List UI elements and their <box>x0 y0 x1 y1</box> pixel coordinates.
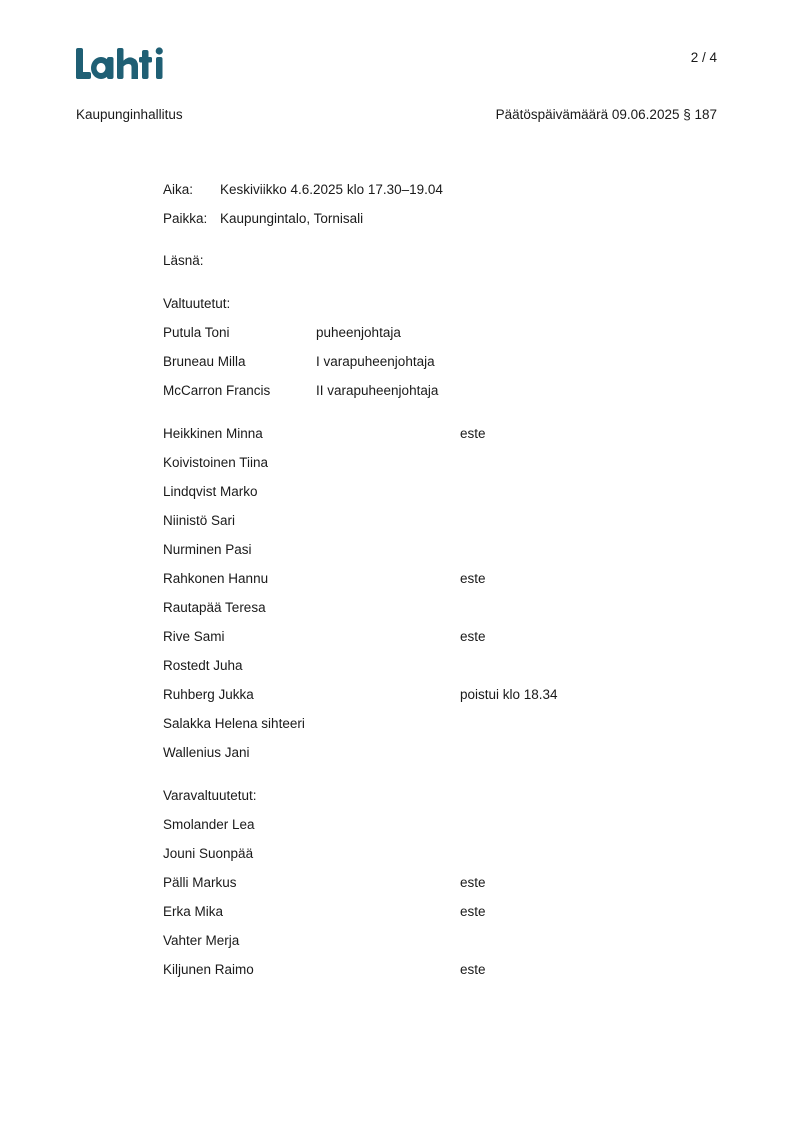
meeting-place-row <box>163 210 723 239</box>
deputies-heading-row <box>163 787 723 816</box>
chair-name: Bruneau Milla <box>163 354 246 369</box>
chair-row <box>163 324 723 353</box>
chair-role: puheenjohtaja <box>316 325 401 340</box>
member-name: Niinistö Sari <box>163 513 236 528</box>
member-row <box>163 570 723 599</box>
time-label: Aika: <box>163 182 194 197</box>
member-name: Lindqvist Marko <box>163 484 258 499</box>
lahti-logo <box>76 46 168 82</box>
lahti-logo-mark <box>76 46 168 82</box>
deputy-name: Smolander Lea <box>163 817 255 832</box>
member-row <box>163 715 723 744</box>
place-value: Kaupungintalo, Tornisali <box>220 211 364 226</box>
member-note: poistui klo 18.34 <box>460 687 558 702</box>
page-number: 2 / 4 <box>690 50 717 65</box>
member-row <box>163 599 723 628</box>
deputy-row <box>163 874 723 903</box>
present-label: Läsnä: <box>163 253 204 268</box>
member-row <box>163 686 723 715</box>
deputy-name: Pälli Markus <box>163 875 237 890</box>
member-row <box>163 512 723 541</box>
member-name: Nurminen Pasi <box>163 542 252 557</box>
meeting-time-row <box>163 181 723 210</box>
deputy-name: Kiljunen Raimo <box>163 962 254 977</box>
decision-date: Päätöspäivämäärä 09.06.2025 § 187 <box>495 107 717 122</box>
member-row <box>163 541 723 570</box>
chair-role: I varapuheenjohtaja <box>316 354 435 369</box>
member-name: Rive Sami <box>163 629 225 644</box>
member-name: Rautapää Teresa <box>163 600 266 615</box>
chair-row <box>163 353 723 382</box>
member-row <box>163 425 723 454</box>
deputy-row <box>163 903 723 932</box>
time-value: Keskiviikko 4.6.2025 klo 17.30–19.04 <box>220 182 443 197</box>
member-note: este <box>460 629 486 644</box>
chair-name: Putula Toni <box>163 325 230 340</box>
organ-name: Kaupunginhallitus <box>76 107 183 122</box>
deputies-heading: Varavaltuutetut: <box>163 788 257 803</box>
deputy-name: Erka Mika <box>163 904 224 919</box>
deputy-name: Vahter Merja <box>163 933 240 948</box>
deputy-note: este <box>460 875 486 890</box>
member-name: Rostedt Juha <box>163 658 243 673</box>
member-name: Heikkinen Minna <box>163 426 263 441</box>
chair-row <box>163 382 723 411</box>
deputy-name: Jouni Suonpää <box>163 846 254 861</box>
member-note: este <box>460 426 486 441</box>
place-label: Paikka: <box>163 211 208 226</box>
deputy-note: este <box>460 904 486 919</box>
councillors-heading-row <box>163 295 723 324</box>
member-name: Salakka Helena sihteeri <box>163 716 305 731</box>
member-row <box>163 657 723 686</box>
councillors-heading: Valtuutetut: <box>163 296 231 311</box>
chair-role: II varapuheenjohtaja <box>316 383 439 398</box>
member-row <box>163 628 723 657</box>
member-row <box>163 744 723 773</box>
member-name: Wallenius Jani <box>163 745 250 760</box>
member-row <box>163 454 723 483</box>
member-name: Ruhberg Jukka <box>163 687 254 702</box>
member-note: este <box>460 571 486 586</box>
deputy-row <box>163 816 723 845</box>
deputy-row <box>163 932 723 961</box>
member-name: Rahkonen Hannu <box>163 571 269 586</box>
member-row <box>163 483 723 512</box>
deputy-row <box>163 845 723 874</box>
chair-name: McCarron Francis <box>163 383 271 398</box>
minutes-attendance <box>163 181 723 990</box>
deputy-row <box>163 961 723 990</box>
present-row <box>163 252 723 281</box>
member-name: Koivistoinen Tiina <box>163 455 269 470</box>
deputy-note: este <box>460 962 486 977</box>
